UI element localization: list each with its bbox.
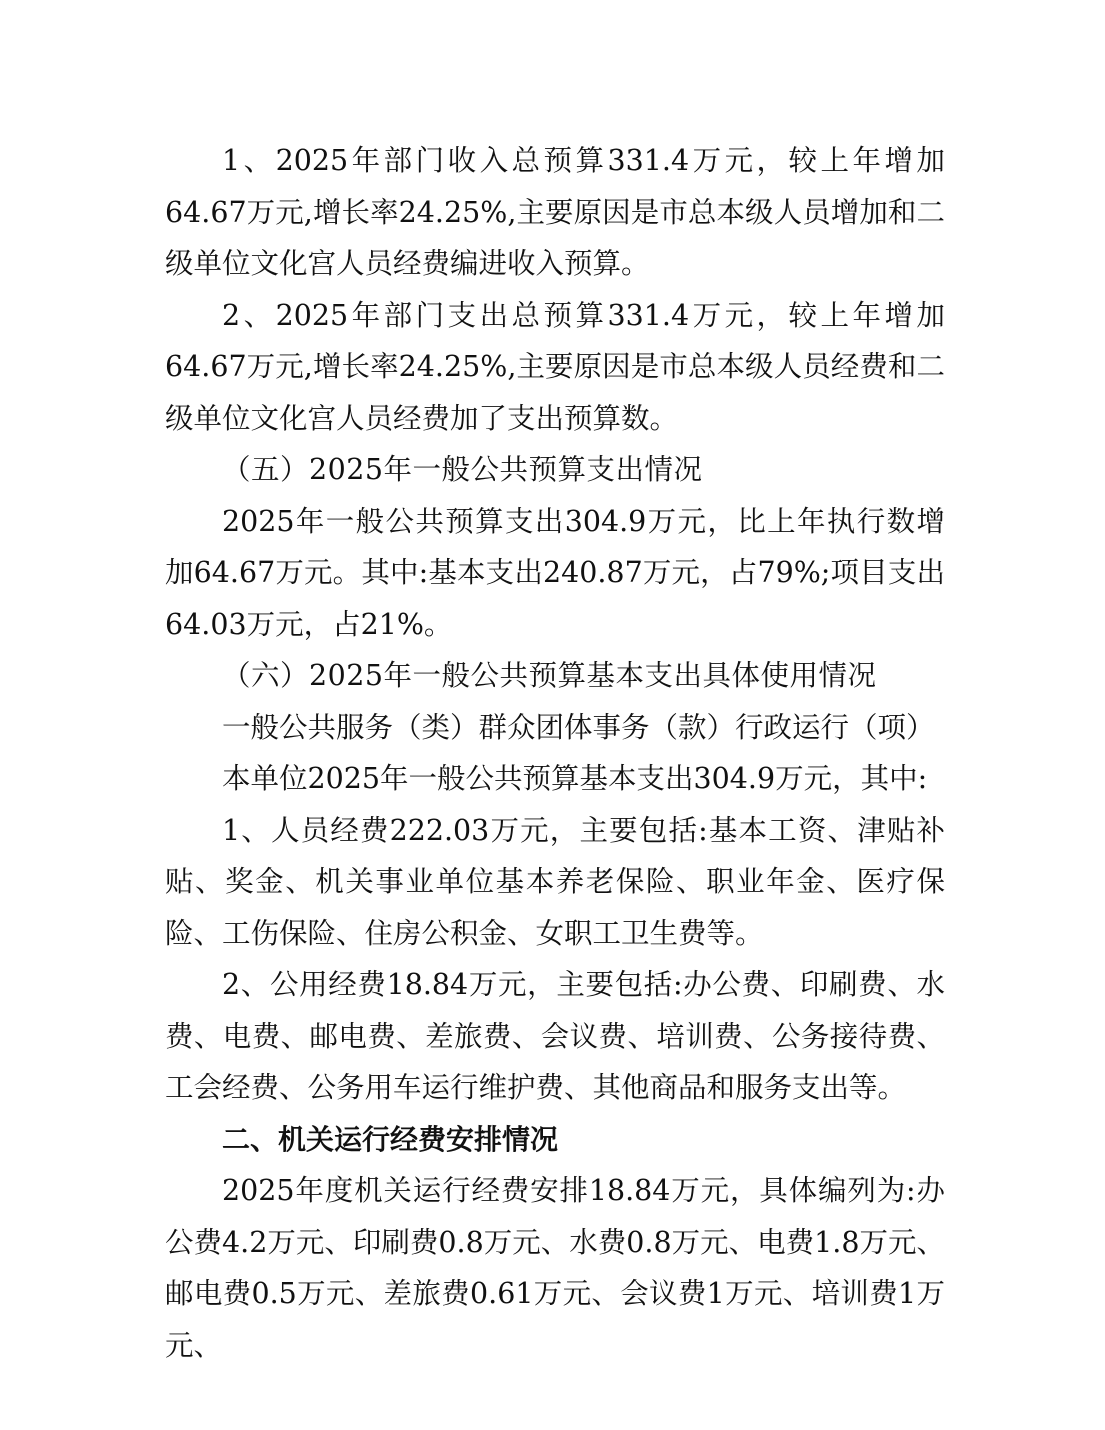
paragraph-classification: 一般公共服务（类）群众团体事务（款）行政运行（项） [222,710,935,744]
paragraph-expenditure-budget: 2、2025年部门支出总预算331.4万元，较上年增加64.67万元,增长率24.25%,主要原因是市总本级人员经费和二级单位文化宫人员经费加了支出预算数。 [165,298,945,435]
paragraph-revenue-budget: 1、2025年部门收入总预算331.4万元，较上年增加64.67万元,增长率24.25%,主要原因是市总本级人员增加和二级单位文化宫人员经费编进收入预算。 [165,144,945,280]
paragraph-basic-expenditure-total: 本单位2025年一般公共预算基本支出304.9万元，其中: [222,762,928,795]
paragraph-operating-expenses: 2025年度机关运行经费安排18.84万元，具体编列为:办公费4.2万元、印刷费0.8万元、水费0.8万元、电费1.8万元、邮电费0.5万元、差旅费0.61万元、会议费1万元、培训费1万元、 [165,1174,945,1362]
subheading-basic-expenditure-usage: （六）2025年一般公共预算基本支出具体使用情况 [222,659,877,692]
paragraph-general-public-budget: 2025年一般公共预算支出304.9万元，比上年执行数增加64.67万元。其中:基本支出240.87万元，占79%;项目支出64.03万元，占21%。 [165,504,945,641]
section-heading-operating-expenses: 二、机关运行经费安排情况 [222,1122,559,1156]
paragraph-personnel-expenses: 1、人员经费222.03万元，主要包括:基本工资、津贴补贴、奖金、机关事业单位基本养老保险、职业年金、医疗保险、工伤保险、住房公积金、女职工卫生费等。 [165,813,945,950]
subheading-general-public-budget: （五）2025年一般公共预算支出情况 [222,453,703,486]
paragraph-public-expenses: 2、公用经费18.84万元，主要包括:办公费、印刷费、水费、电费、邮电费、差旅费、会议费、培训费、公务接待费、工会经费、公务用车运行维护费、其他商品和服务支出等。 [165,968,945,1104]
document-body [165,135,945,1371]
